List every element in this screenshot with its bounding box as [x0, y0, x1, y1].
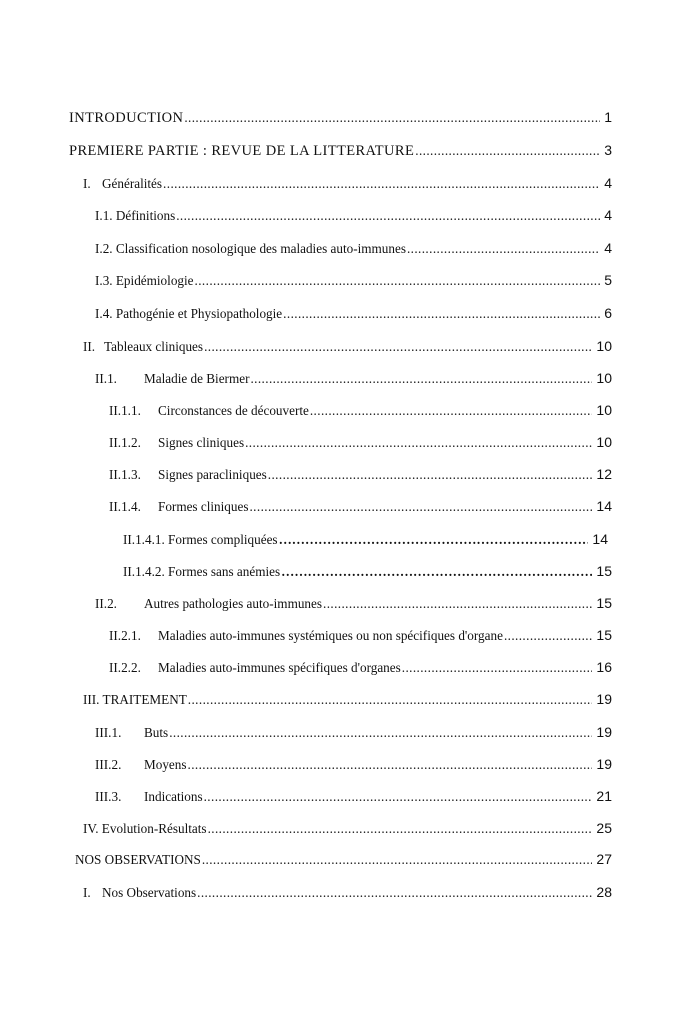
toc-entry-moyens[interactable]	[95, 756, 612, 773]
toc-page-number: 15	[596, 595, 612, 611]
toc-leader-dots	[169, 725, 592, 741]
toc-page-number: 10	[596, 434, 612, 450]
toc-page-number: 14	[592, 531, 608, 547]
toc-entry-number: II.2.	[95, 596, 117, 611]
toc-page-number: 10	[596, 338, 612, 354]
toc-leader-dots	[279, 532, 589, 548]
toc-page-number: 19	[596, 724, 612, 740]
toc-entry-pathogenie[interactable]	[95, 305, 612, 322]
toc-entry-title: Indications	[144, 789, 203, 804]
toc-entry-classification[interactable]	[95, 240, 612, 257]
toc-leader-dots	[504, 628, 592, 644]
toc-entry-number: II.1.3.	[109, 467, 141, 482]
toc-entry-title: Circonstances de découverte	[158, 403, 309, 418]
toc-entry-evolution[interactable]	[83, 820, 612, 837]
toc-entry-number: I.	[83, 176, 91, 191]
toc-entry-signes-paracliniques[interactable]	[109, 466, 612, 483]
toc-page-number: 19	[596, 691, 612, 707]
toc-entry-number: II.1.1.	[109, 403, 141, 418]
toc-entry-number: II.1.	[95, 371, 117, 386]
toc-entry-label: I.3. Epidémiologie	[95, 273, 194, 288]
toc-entry-number: I.	[83, 885, 91, 900]
toc-page-number: 27	[596, 851, 612, 867]
toc-leader-dots	[249, 499, 592, 515]
toc-leader-dots	[323, 596, 592, 612]
toc-leader-dots	[188, 757, 593, 773]
toc-entry-title: Nos Observations	[102, 885, 197, 900]
toc-page-number: 4	[604, 175, 612, 191]
toc-page-number: 15	[596, 563, 612, 579]
toc-entry-number: II.2.1.	[109, 628, 141, 643]
toc-page-number: 10	[596, 370, 612, 386]
toc-entry-title: Maladies auto-immunes systémiques ou non spécifiques d'organe	[158, 628, 503, 643]
toc-entry-number: III.2.	[95, 757, 122, 772]
toc-page-number: 16	[596, 659, 612, 675]
toc-entry-formes-cliniques[interactable]	[109, 498, 612, 515]
toc-page-number: 25	[596, 820, 612, 836]
toc-entry-number: III.3.	[95, 789, 122, 804]
toc-leader-dots	[281, 564, 592, 580]
toc-page-number: 12	[596, 466, 612, 482]
toc-entry-observations[interactable]	[83, 884, 612, 901]
toc-entry-indications[interactable]	[95, 788, 612, 805]
toc-leader-dots	[176, 208, 600, 224]
toc-entry-mai-specifiques[interactable]	[109, 659, 612, 676]
toc-entry-number: III.1.	[95, 725, 122, 740]
toc-entry-title: Buts	[144, 725, 169, 740]
toc-entry-label: I.1. Définitions	[95, 208, 176, 223]
toc-entry-maladie-biermer[interactable]	[95, 370, 612, 387]
toc-page-number: 19	[596, 756, 612, 772]
toc-entry-title: Tableaux cliniques	[104, 339, 204, 354]
toc-entry-circonstances[interactable]	[109, 402, 612, 419]
toc-entry-definitions[interactable]	[95, 207, 612, 224]
toc-page-number: 5	[604, 272, 612, 288]
toc-entry-label: IV. Evolution-Résultats	[83, 821, 207, 836]
toc-entry-mai-systemiques[interactable]	[109, 627, 612, 644]
toc-entry-label: II.1.4.2. Formes sans anémies	[123, 564, 281, 579]
toc-leader-dots	[283, 306, 600, 322]
toc-leader-dots	[250, 371, 592, 387]
toc-entry-number: II.	[83, 339, 96, 354]
toc-leader-dots	[245, 435, 592, 451]
toc-entry-title: Formes cliniques	[158, 499, 249, 514]
toc-leader-dots	[188, 692, 593, 708]
toc-entry-generalites[interactable]	[83, 175, 612, 192]
toc-page-number: 14	[596, 498, 612, 514]
toc-leader-dots	[184, 110, 600, 126]
toc-entry-title: Autres pathologies auto-immunes	[144, 596, 322, 611]
toc-entry-title: Généralités	[102, 176, 163, 191]
toc-entry-formes-compliquees[interactable]	[123, 531, 608, 548]
toc-page-number: 21	[596, 788, 612, 804]
toc-entry-label: PREMIERE PARTIE : REVUE DE LA LITTERATURE	[69, 143, 415, 159]
toc-leader-dots	[268, 467, 593, 483]
toc-entry-title: Maladies auto-immunes spécifiques d'organes	[158, 660, 401, 675]
toc-page-number: 15	[596, 627, 612, 643]
toc-leader-dots	[202, 852, 593, 868]
toc-entry-introduction[interactable]	[69, 109, 612, 127]
toc-leader-dots	[204, 789, 593, 805]
toc-page-number: 28	[596, 884, 612, 900]
toc-leader-dots	[208, 821, 593, 837]
toc-entry-label: NOS OBSERVATIONS	[75, 852, 201, 867]
toc-entry-label: III. TRAITEMENT	[83, 692, 187, 707]
toc-entry-title: Signes paracliniques	[158, 467, 267, 482]
toc-entry-tableaux-cliniques[interactable]	[83, 338, 612, 355]
toc-leader-dots	[195, 273, 601, 289]
toc-entry-label: I.2. Classification nosologique des maladies auto-immunes	[95, 241, 406, 256]
toc-entry-formes-sans-anemies[interactable]	[123, 563, 612, 580]
toc-entry-label: II.1.4.1. Formes compliquées	[123, 532, 278, 547]
toc-leader-dots	[407, 241, 600, 257]
toc-leader-dots	[197, 885, 592, 901]
toc-leader-dots	[163, 176, 600, 192]
toc-leader-dots	[402, 660, 593, 676]
toc-entry-number: II.1.2.	[109, 435, 141, 450]
toc-entry-traitement[interactable]	[83, 691, 612, 708]
toc-entry-epidemiologie[interactable]	[95, 272, 612, 289]
toc-page-number: 6	[604, 305, 612, 321]
toc-entry-premiere-partie[interactable]	[69, 142, 612, 160]
toc-entry-label: INTRODUCTION	[69, 110, 184, 126]
toc-entry-title: Maladie de Biermer	[144, 371, 250, 386]
toc-page-number: 1	[604, 109, 612, 125]
toc-entry-autres-pathologies[interactable]	[95, 595, 612, 612]
toc-leader-dots	[310, 403, 593, 419]
toc-entry-buts[interactable]	[95, 724, 612, 741]
toc-entry-nos-observations[interactable]	[75, 851, 612, 868]
toc-entry-number: II.1.4.	[109, 499, 141, 514]
toc-page-number: 3	[604, 142, 612, 158]
toc-entry-label: I.4. Pathogénie et Physiopathologie	[95, 306, 283, 321]
toc-page-number: 10	[596, 402, 612, 418]
toc-leader-dots	[415, 143, 600, 159]
toc-entry-title: Signes cliniques	[158, 435, 245, 450]
toc-leader-dots	[204, 339, 592, 355]
toc-page-number: 4	[604, 207, 612, 223]
toc-entry-signes-cliniques[interactable]	[109, 434, 612, 451]
toc-entry-number: II.2.2.	[109, 660, 141, 675]
toc-page-number: 4	[604, 240, 612, 256]
toc-entry-title: Moyens	[144, 757, 187, 772]
